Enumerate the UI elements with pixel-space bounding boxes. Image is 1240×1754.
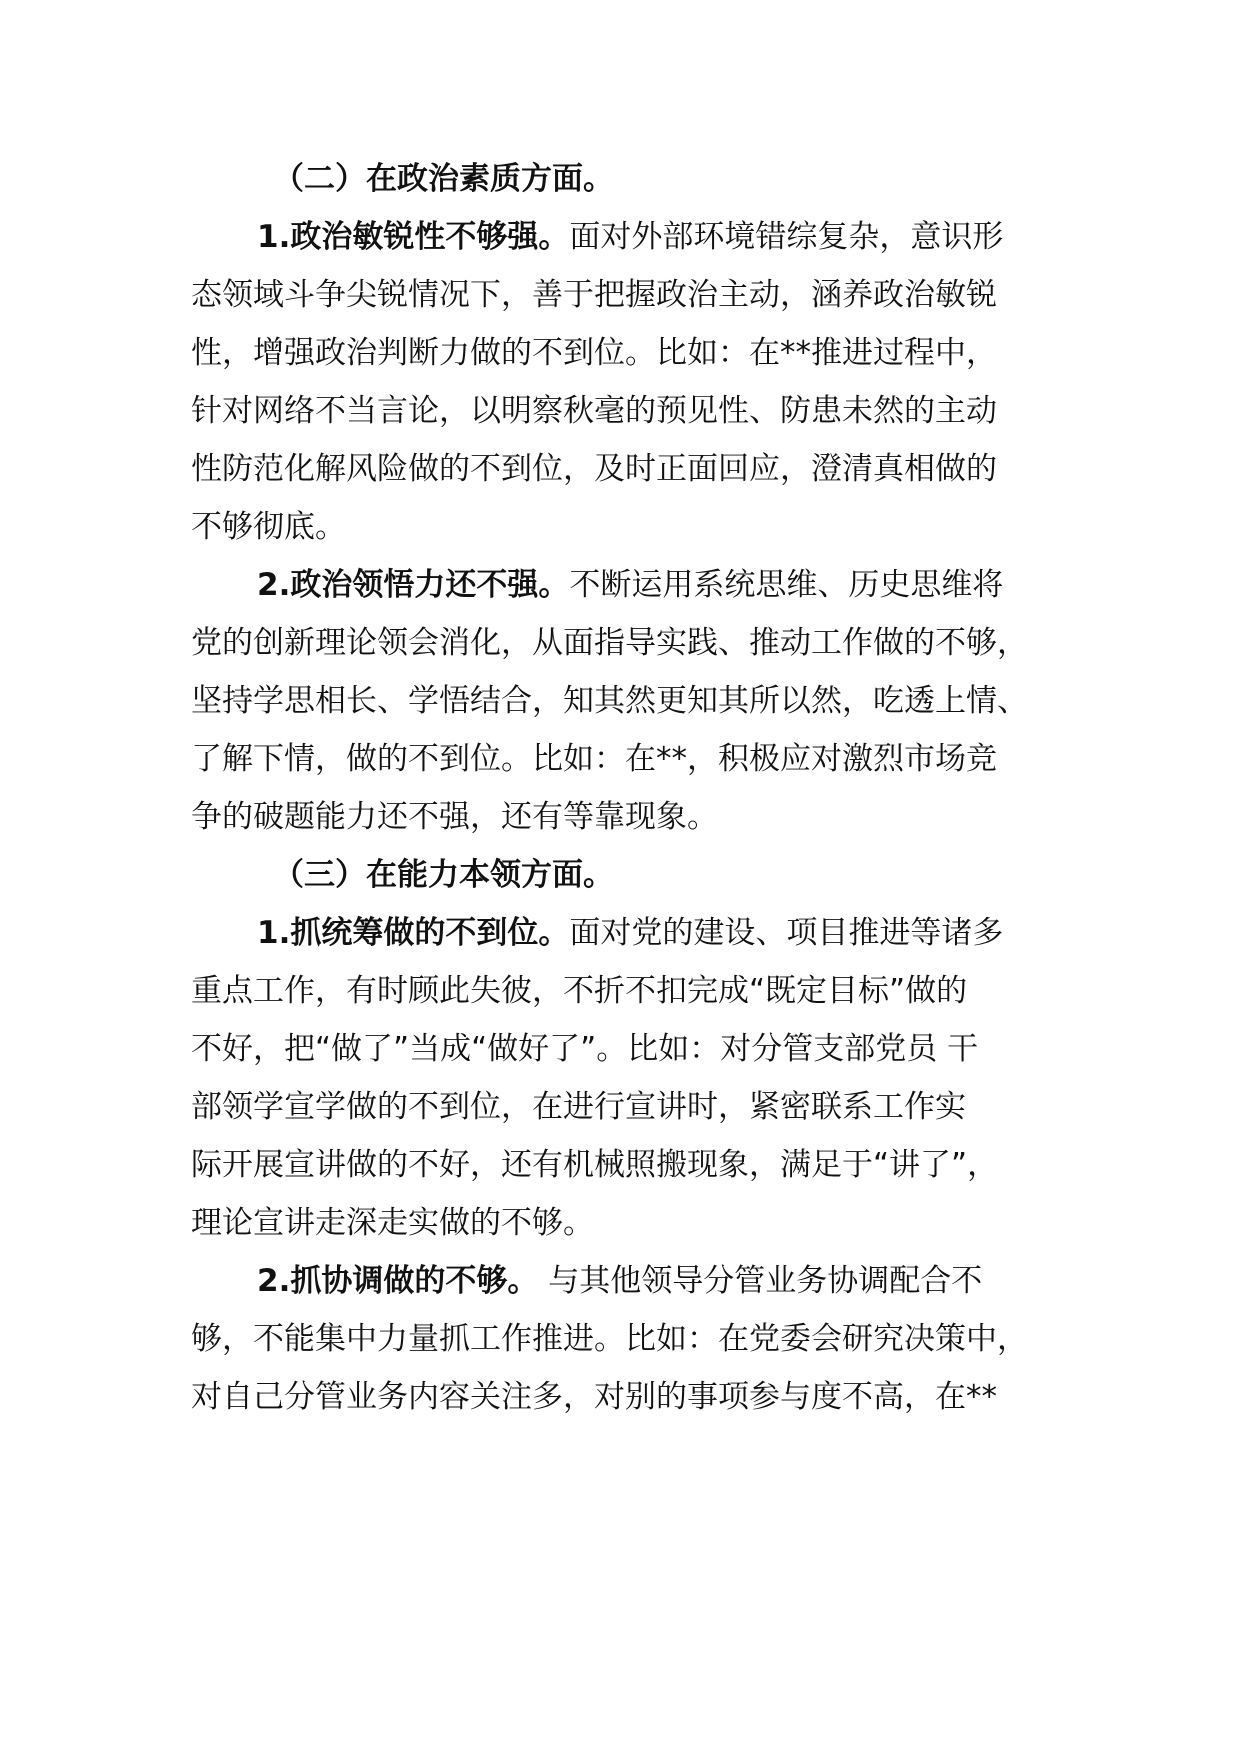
paragraph-line: 性防范化解风险做的不到位，及时正面回应，澄清真相做的 — [191, 451, 997, 487]
paragraph-coordination — [191, 1252, 1081, 1426]
paragraph-line: 够，不能集中力量抓工作推进。比如：在党委会研究决策中， — [191, 1321, 1028, 1357]
paragraph-text: 面对党的建设、项目推进等诸多 — [569, 915, 1004, 951]
paragraph-line: 性，增强政治判断力做的不到位。比如：在**推进过程中， — [191, 335, 997, 371]
paragraph-line — [191, 556, 1081, 614]
paragraph-title: 1.政治敏锐性不够强。 — [257, 219, 570, 255]
paragraph-line: 争的破题能力还不强，还有等靠现象。 — [191, 799, 718, 835]
paragraph-title: 2.政治领悟力还不强。 — [257, 567, 570, 603]
paragraph-line: 坚持学思相长、学悟结合，知其然更知其所以然，吃透上情、 — [191, 683, 1028, 719]
paragraph-line: 了解下情，做的不到位。比如：在**，积极应对激烈市场竞 — [191, 741, 997, 777]
document-body — [191, 150, 1081, 1426]
paragraph-text: 不断运用系统思维、历史思维将 — [569, 567, 1004, 603]
paragraph-line — [191, 904, 1081, 962]
paragraph-line: 态领域斗争尖锐情况下，善于把握政治主动，涵养政治敏锐 — [191, 277, 997, 313]
section-heading-ability: （三）在能力本领方面。 — [273, 857, 614, 893]
paragraph-line: 部领学宣学做的不到位，在进行宣讲时，紧密联系工作实 — [191, 1089, 966, 1125]
paragraph-line: 际开展宣讲做的不好，还有机械照搬现象，满足于“讲了”， — [191, 1147, 999, 1183]
paragraph-title: 2.抓协调做的不够。 — [257, 1263, 539, 1299]
paragraph-line: 理论宣讲走深走实做的不够。 — [191, 1205, 594, 1241]
paragraph-line: 党的创新理论领会消化，从面指导实践、推动工作做的不够， — [191, 625, 1028, 661]
paragraph-line: 针对网络不当言论，以明察秋毫的预见性、防患未然的主动 — [191, 393, 997, 429]
section-heading-political-quality: （二）在政治素质方面。 — [273, 161, 614, 197]
paragraph-text: 与其他领导分管业务协调配合不 — [538, 1263, 983, 1299]
paragraph-line — [191, 208, 1081, 266]
paragraph-line: 对自己分管业务内容关注多，对别的事项参与度不高，在** — [191, 1379, 997, 1415]
paragraph-line: 重点工作，有时顾此失彼，不折不扣完成“既定目标”做的 — [191, 973, 968, 1009]
paragraph-coordination-overall — [191, 904, 1081, 1252]
paragraph-political-comprehension — [191, 556, 1081, 846]
paragraph-line: 不够彻底。 — [191, 509, 346, 545]
paragraph-line — [191, 1252, 1081, 1310]
paragraph-political-sensitivity — [191, 208, 1081, 556]
paragraph-text: 面对外部环境错综复杂，意识形 — [569, 219, 1004, 255]
paragraph-title: 1.抓统筹做的不到位。 — [257, 915, 570, 951]
paragraph-line: 不好，把“做了”当成“做好了”。比如：对分管支部党员 干 — [191, 1031, 979, 1067]
